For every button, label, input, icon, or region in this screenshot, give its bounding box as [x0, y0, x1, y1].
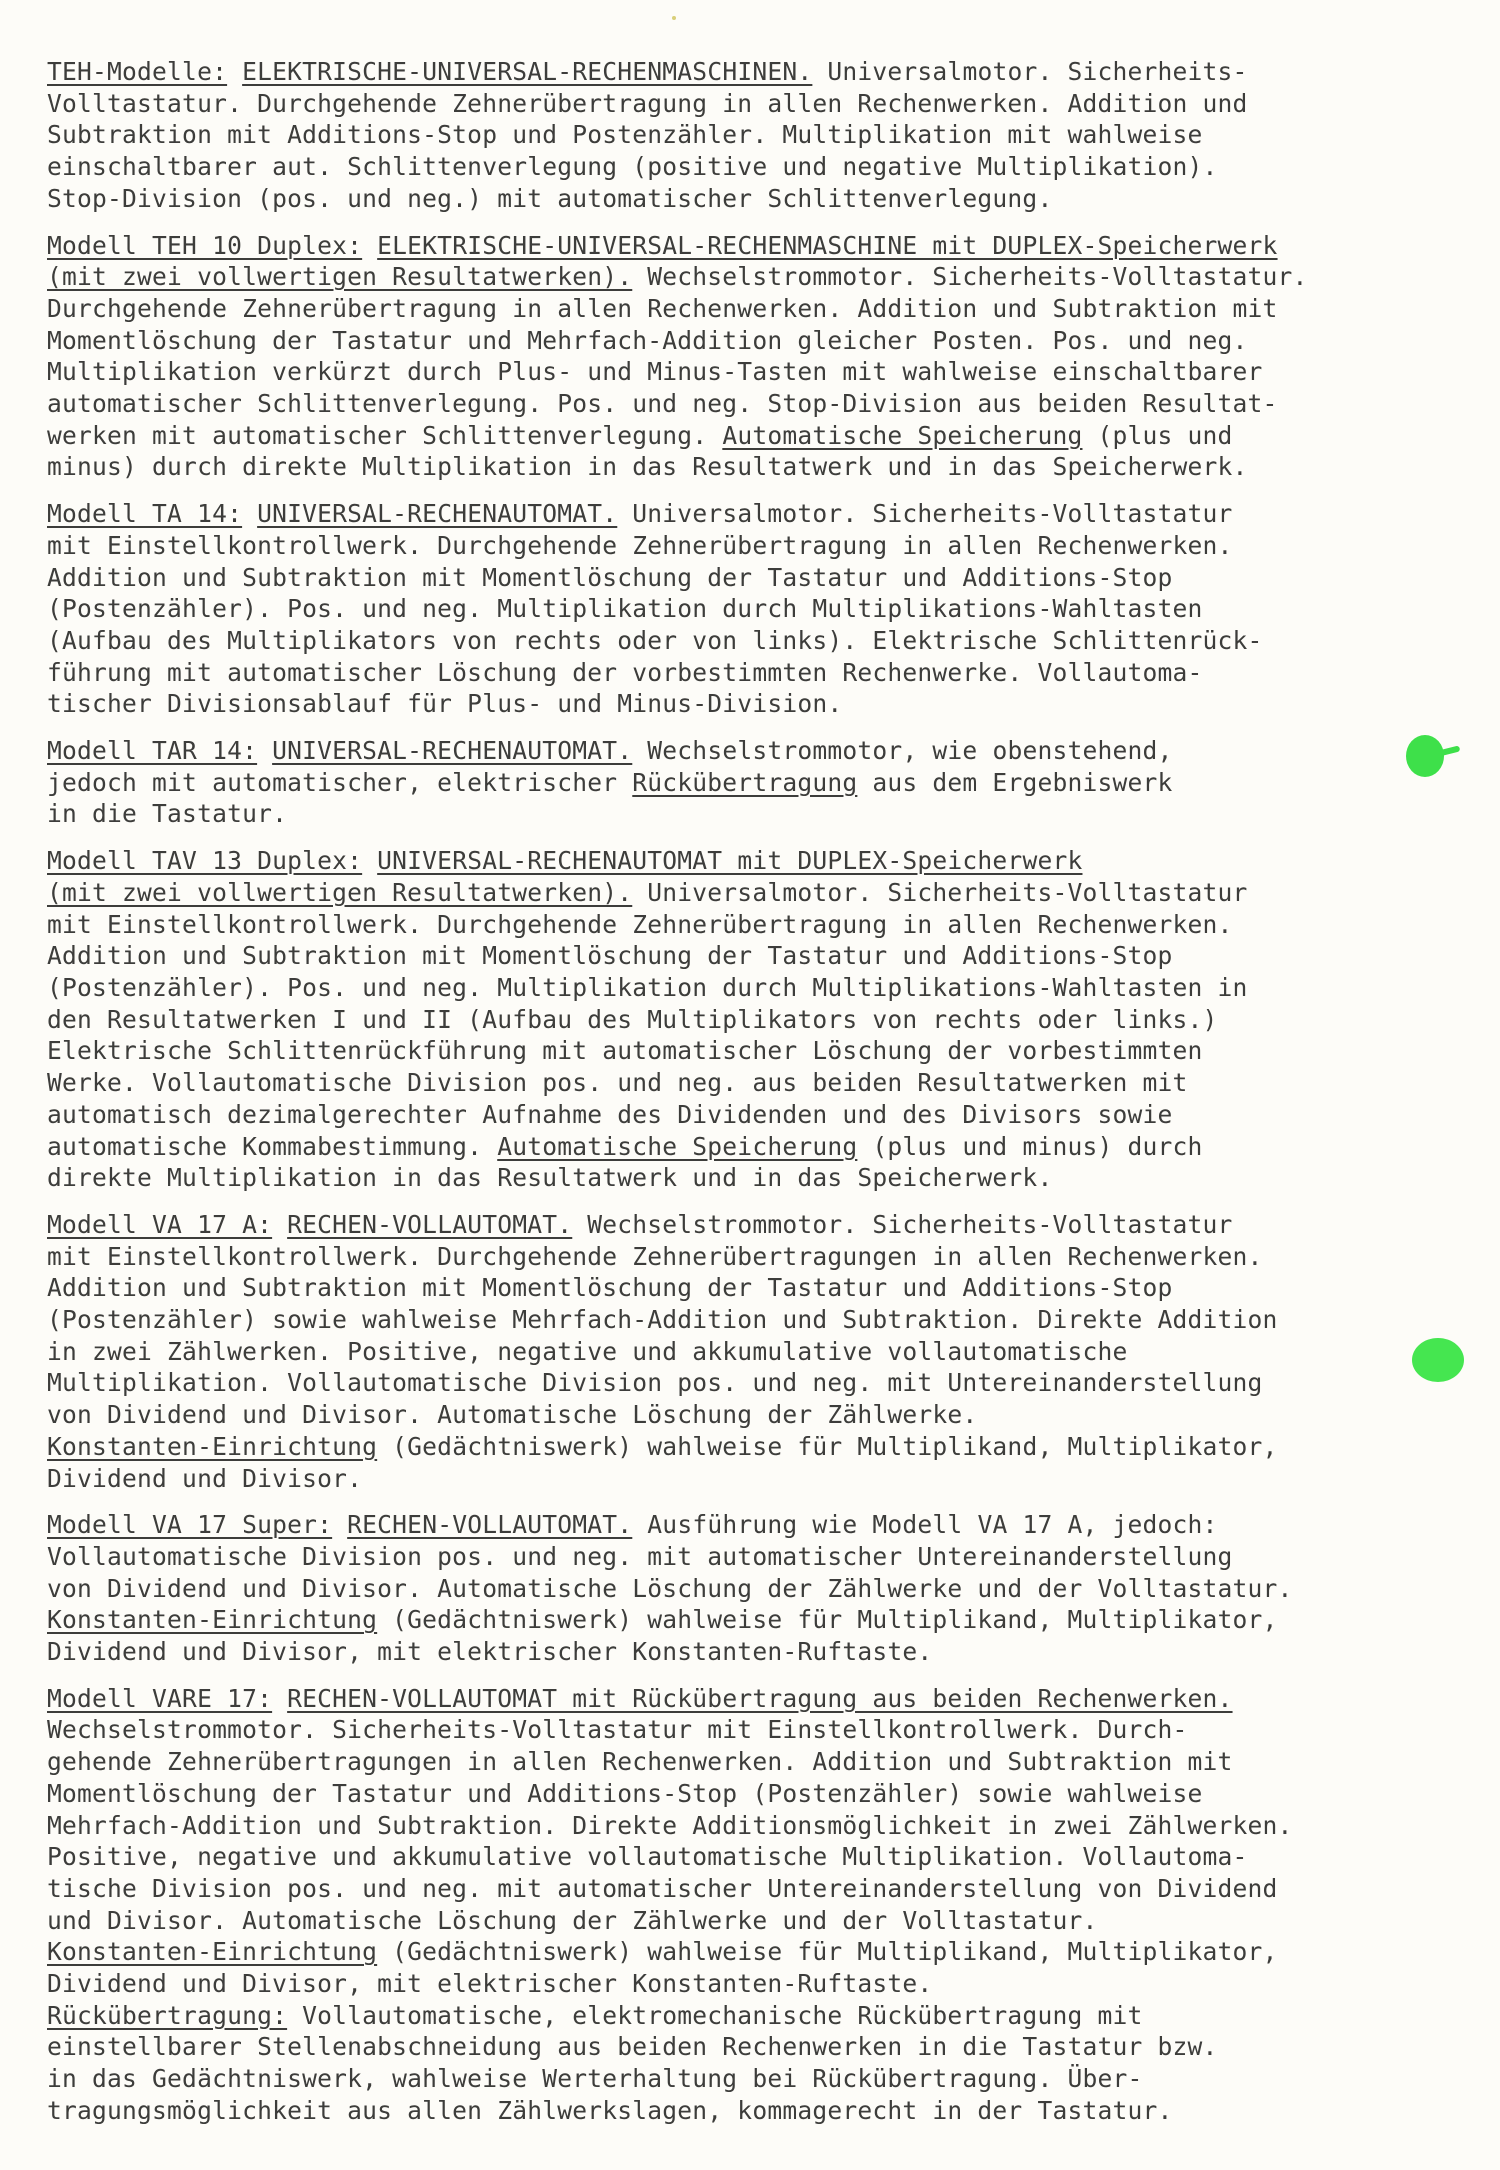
text-segment: (Gedächtniswerk) wahlweise für Multiplikand, Multiplikator,: [377, 1937, 1278, 1967]
underlined-heading: UNIVERSAL-RECHENAUTOMAT mit DUPLEX-Speicherwerk: [377, 846, 1083, 876]
text-line: [47, 1209, 1487, 1241]
green-ink-blot-lower: [1412, 1338, 1464, 1382]
text-segment: [242, 499, 257, 528]
text-line: [47, 2063, 1487, 2095]
text-line: [47, 1463, 1487, 1495]
underlined-heading: Modell TEH 10 Duplex:: [47, 230, 363, 260]
underlined-heading: Modell VA 17 Super:: [47, 1510, 333, 1540]
text-segment: Volltastatur. Durchgehende Zehnerübertragung in allen Rechenwerken. Addition und: [47, 88, 1248, 118]
text-line: [47, 877, 1487, 909]
text-line: [47, 1035, 1487, 1067]
text-line: [47, 325, 1487, 357]
text-segment: Wechselstrommotor. Sicherheits-Volltastatur: [572, 1209, 1233, 1239]
text-segment: (Postenzähler) sowie wahlweise Mehrfach-Addition und Subtraktion. Direkte Addition: [47, 1305, 1278, 1335]
text-segment: Addition und Subtraktion mit Momentlöschung der Tastatur und Additions-Stop: [47, 562, 1173, 592]
underlined-heading: Modell VARE 17:: [47, 1683, 273, 1713]
text-line: [47, 1714, 1487, 1746]
text-segment: automatisch dezimalgerechter Aufnahme des Dividenden und des Divisors sowie: [47, 1099, 1173, 1129]
text-line: [47, 1131, 1487, 1163]
text-line: [47, 1067, 1487, 1099]
text-line: [47, 845, 1487, 877]
text-segment: Momentlöschung der Tastatur und Additions-Stop (Postenzähler) sowie wahlweise: [47, 1778, 1203, 1808]
text-line: [47, 1573, 1487, 1605]
text-line: [47, 1841, 1487, 1873]
text-segment: tragungsmöglichkeit aus allen Zählwerkslagen, kommagerecht in der Tastatur.: [47, 2095, 1173, 2125]
text-segment: (Gedächtniswerk) wahlweise für Multiplikand, Multiplikator,: [377, 1431, 1278, 1461]
text-segment: Wechselstrommotor, wie obenstehend,: [632, 736, 1173, 766]
text-line: [47, 151, 1487, 183]
text-line: [47, 230, 1487, 262]
text-segment: Universalmotor. Sicherheits-Volltastatur: [632, 877, 1248, 907]
underlined-heading: Modell TA 14:: [47, 499, 243, 529]
underlined-heading: Konstanten-Einrichtung: [47, 1937, 378, 1967]
text-segment: Universalmotor. Sicherheits-: [812, 57, 1248, 86]
underlined-heading: Modell TAR 14:: [47, 736, 258, 766]
text-segment: Momentlöschung der Tastatur und Mehrfach-Addition gleicher Posten. Pos. und neg.: [47, 325, 1248, 355]
text-line: [47, 1004, 1487, 1036]
text-line: [47, 1636, 1487, 1668]
underlined-heading: Modell VA 17 A:: [47, 1209, 273, 1239]
text-line: [47, 1304, 1487, 1336]
text-segment: Addition und Subtraktion mit Momentlöschung der Tastatur und Additions-Stop: [47, 941, 1173, 971]
text-segment: führung mit automatischer Löschung der vorbestimmten Rechenwerke. Vollautoma-: [47, 657, 1203, 687]
text-line: [47, 1873, 1487, 1905]
underlined-heading: Automatische Speicherung: [497, 1131, 858, 1161]
underlined-heading: RECHEN-VOLLAUTOMAT.: [347, 1510, 633, 1540]
text-segment: Durchgehende Zehnerübertragung in allen Rechenwerken. Addition und Subtraktion mit: [47, 293, 1278, 323]
text-segment: in die Tastatur.: [47, 799, 288, 829]
text-segment: Vollautomatische Division pos. und neg. mit automatischer Untereinanderstellung: [47, 1541, 1233, 1571]
text-segment: tische Division pos. und neg. mit automatischer Untereinanderstellung von Dividend: [47, 1873, 1278, 1903]
text-line: [47, 1431, 1487, 1463]
text-line: [47, 530, 1487, 562]
text-line: [47, 1541, 1487, 1573]
text-segment: minus) durch direkte Multiplikation in das Resultatwerk und in das Speicherwerk.: [47, 452, 1248, 482]
text-line: [47, 688, 1487, 720]
text-segment: Subtraktion mit Additions-Stop und Postenzähler. Multiplikation mit wahlweise: [47, 120, 1203, 150]
underlined-heading: Rückübertragung:: [47, 2000, 288, 2030]
text-segment: jedoch mit automatischer, elektrischer: [47, 767, 633, 797]
text-segment: einstellbarer Stellenabschneidung aus beiden Rechenwerken in die Tastatur bzw.: [47, 2032, 1218, 2062]
text-line: [47, 2095, 1487, 2127]
text-segment: Universalmotor. Sicherheits-Volltastatur: [617, 499, 1233, 529]
underlined-heading: Automatische Speicherung: [722, 420, 1083, 450]
text-line: [47, 1367, 1487, 1399]
underlined-heading: RECHEN-VOLLAUTOMAT.: [287, 1209, 573, 1239]
text-segment: Positive, negative und akkumulative vollautomatische Multiplikation. Vollautoma-: [47, 1842, 1248, 1872]
text-segment: Multiplikation. Vollautomatische Division pos. und neg. mit Untereinanderstellung: [47, 1368, 1263, 1398]
text-segment: Wechselstrommotor. Sicherheits-Volltastatur mit Einstellkontrollwerk. Durch-: [47, 1715, 1188, 1745]
text-line: [47, 972, 1487, 1004]
text-segment: Addition und Subtraktion mit Momentlöschung der Tastatur und Additions-Stop: [47, 1273, 1173, 1303]
text-segment: Stop-Division (pos. und neg.) mit automatischer Schlittenverlegung.: [47, 183, 1053, 213]
model-paragraph: [47, 1683, 1487, 2127]
typewritten-text-body: [47, 56, 1487, 2142]
text-segment: von Dividend und Divisor. Automatische Löschung der Zählwerke.: [47, 1400, 978, 1430]
text-line: [47, 293, 1487, 325]
text-segment: in das Gedächtniswerk, wahlweise Werterhaltung bei Rückübertragung. Über-: [47, 2064, 1143, 2094]
text-line: [47, 1968, 1487, 2000]
text-line: [47, 1162, 1487, 1194]
text-segment: Dividend und Divisor.: [47, 1463, 363, 1493]
text-line: [47, 1746, 1487, 1778]
text-segment: Elektrische Schlittenrückführung mit automatischer Löschung der vorbestimmten: [47, 1036, 1203, 1066]
text-segment: aus dem Ergebniswerk: [857, 767, 1173, 797]
text-segment: und Divisor. Automatische Löschung der Zählwerke und der Volltastatur.: [47, 1905, 1098, 1935]
underlined-heading: TEH-Modelle:: [47, 57, 228, 86]
underlined-heading: RECHEN-VOLLAUTOMAT mit Rückübertragung aus beiden Rechenwerken.: [287, 1683, 1233, 1713]
underlined-heading: Konstanten-Einrichtung: [47, 1605, 378, 1635]
text-line: [47, 1810, 1487, 1842]
text-line: [47, 1509, 1487, 1541]
text-segment: [227, 57, 242, 86]
text-line: [47, 451, 1487, 483]
text-line: [47, 909, 1487, 941]
underlined-heading: Modell TAV 13 Duplex:: [47, 846, 363, 876]
text-segment: Wechselstrommotor. Sicherheits-Volltastatur.: [632, 262, 1308, 292]
text-segment: [362, 846, 377, 875]
text-segment: Vollautomatische, elektromechanische Rückübertragung mit: [287, 2000, 1143, 2030]
underlined-heading: UNIVERSAL-RECHENAUTOMAT.: [272, 736, 633, 766]
text-segment: Ausführung wie Modell VA 17 A, jedoch:: [632, 1510, 1218, 1540]
underlined-heading: ELEKTRISCHE-UNIVERSAL-RECHENMASCHINE mit DUPLEX-Speicherwerk: [377, 230, 1278, 260]
underlined-heading: (mit zwei vollwertigen Resultatwerken).: [47, 262, 633, 292]
text-line: [47, 1272, 1487, 1304]
text-line: [47, 88, 1487, 120]
text-segment: gehende Zehnerübertragungen in allen Rechenwerken. Addition und Subtraktion mit: [47, 1747, 1233, 1777]
model-paragraph: [47, 1509, 1487, 1668]
text-line: [47, 562, 1487, 594]
text-segment: [362, 231, 377, 260]
text-line: [47, 1099, 1487, 1131]
underlined-heading: UNIVERSAL-RECHENAUTOMAT.: [257, 499, 618, 529]
text-segment: (Postenzähler). Pos. und neg. Multiplikation durch Multiplikations-Wahltasten: [47, 594, 1203, 624]
text-segment: Werke. Vollautomatische Division pos. und neg. aus beiden Resultatwerken mit: [47, 1068, 1188, 1098]
text-line: [47, 1778, 1487, 1810]
text-segment: in zwei Zählwerken. Positive, negative und akkumulative vollautomatische: [47, 1336, 1128, 1366]
text-segment: mit Einstellkontrollwerk. Durchgehende Zehnerübertragung in allen Rechenwerken.: [47, 530, 1233, 560]
text-segment: Mehrfach-Addition und Subtraktion. Direkte Additionsmöglichkeit in zwei Zählwerken.: [47, 1810, 1293, 1840]
text-line: [47, 119, 1487, 151]
text-line: [47, 1683, 1487, 1715]
text-line: [47, 625, 1487, 657]
text-line: [47, 356, 1487, 388]
underlined-heading: (mit zwei vollwertigen Resultatwerken).: [47, 877, 633, 907]
text-segment: den Resultatwerken I und II (Aufbau des Multiplikators von rechts oder links.): [47, 1004, 1218, 1034]
text-line: [47, 2031, 1487, 2063]
text-line: [47, 735, 1487, 767]
text-segment: Dividend und Divisor, mit elektrischer Konstanten-Ruftaste.: [47, 1969, 933, 1999]
text-segment: [332, 1510, 347, 1539]
text-line: [47, 1604, 1487, 1636]
underlined-heading: ELEKTRISCHE-UNIVERSAL-RECHENMASCHINEN.: [242, 57, 813, 86]
text-segment: von Dividend und Divisor. Automatische Löschung der Zählwerke und der Volltastatur.: [47, 1573, 1293, 1603]
text-segment: (Aufbau des Multiplikators von rechts oder von links). Elektrische Schlittenrück-: [47, 625, 1263, 655]
model-paragraph: [47, 498, 1487, 720]
model-paragraph: [47, 1209, 1487, 1494]
text-line: [47, 1336, 1487, 1368]
text-segment: Dividend und Divisor, mit elektrischer Konstanten-Ruftaste.: [47, 1637, 933, 1667]
text-segment: (Postenzähler). Pos. und neg. Multiplikation durch Multiplikations-Wahltasten in: [47, 972, 1248, 1002]
text-line: [47, 183, 1487, 215]
text-line: [47, 388, 1487, 420]
model-paragraph: [47, 845, 1487, 1194]
green-ink-blot-upper: [1406, 735, 1444, 777]
text-line: [47, 798, 1487, 830]
text-line: [47, 56, 1487, 88]
text-line: [47, 420, 1487, 452]
text-segment: (plus und: [1082, 420, 1233, 450]
underlined-heading: Konstanten-Einrichtung: [47, 1431, 378, 1461]
text-segment: [272, 1684, 287, 1713]
text-line: [47, 593, 1487, 625]
text-segment: mit Einstellkontrollwerk. Durchgehende Zehnerübertragungen in allen Rechenwerken.: [47, 1241, 1263, 1271]
text-line: [47, 1241, 1487, 1273]
text-line: [47, 657, 1487, 689]
text-segment: Multiplikation verkürzt durch Plus- und Minus-Tasten mit wahlweise einschaltbarer: [47, 357, 1263, 387]
paper-speck: [672, 16, 676, 20]
text-line: [47, 261, 1487, 293]
text-line: [47, 2000, 1487, 2032]
text-line: [47, 498, 1487, 530]
text-segment: tischer Divisionsablauf für Plus- und Minus-Division.: [47, 689, 843, 719]
text-line: [47, 1936, 1487, 1968]
text-line: [47, 767, 1487, 799]
model-paragraph: [47, 230, 1487, 484]
text-segment: [272, 1210, 287, 1239]
text-line: [47, 1905, 1487, 1937]
model-paragraph: [47, 56, 1487, 215]
text-segment: [257, 736, 272, 765]
text-segment: mit Einstellkontrollwerk. Durchgehende Zehnerübertragung in allen Rechenwerken.: [47, 909, 1233, 939]
underlined-heading: Rückübertragung: [632, 767, 858, 797]
model-paragraph: [47, 735, 1487, 830]
text-segment: direkte Multiplikation in das Resultatwerk und in das Speicherwerk.: [47, 1163, 1053, 1193]
text-segment: automatische Kommabestimmung.: [47, 1131, 498, 1161]
text-line: [47, 940, 1487, 972]
text-segment: (plus und minus) durch: [857, 1131, 1203, 1161]
text-line: [47, 1399, 1487, 1431]
text-segment: (Gedächtniswerk) wahlweise für Multiplikand, Multiplikator,: [377, 1605, 1278, 1635]
text-segment: werken mit automatischer Schlittenverlegung.: [47, 420, 723, 450]
text-segment: automatischer Schlittenverlegung. Pos. und neg. Stop-Division aus beiden Resultat-: [47, 389, 1278, 419]
text-segment: einschaltbarer aut. Schlittenverlegung (positive und negative Multiplikation).: [47, 152, 1218, 182]
